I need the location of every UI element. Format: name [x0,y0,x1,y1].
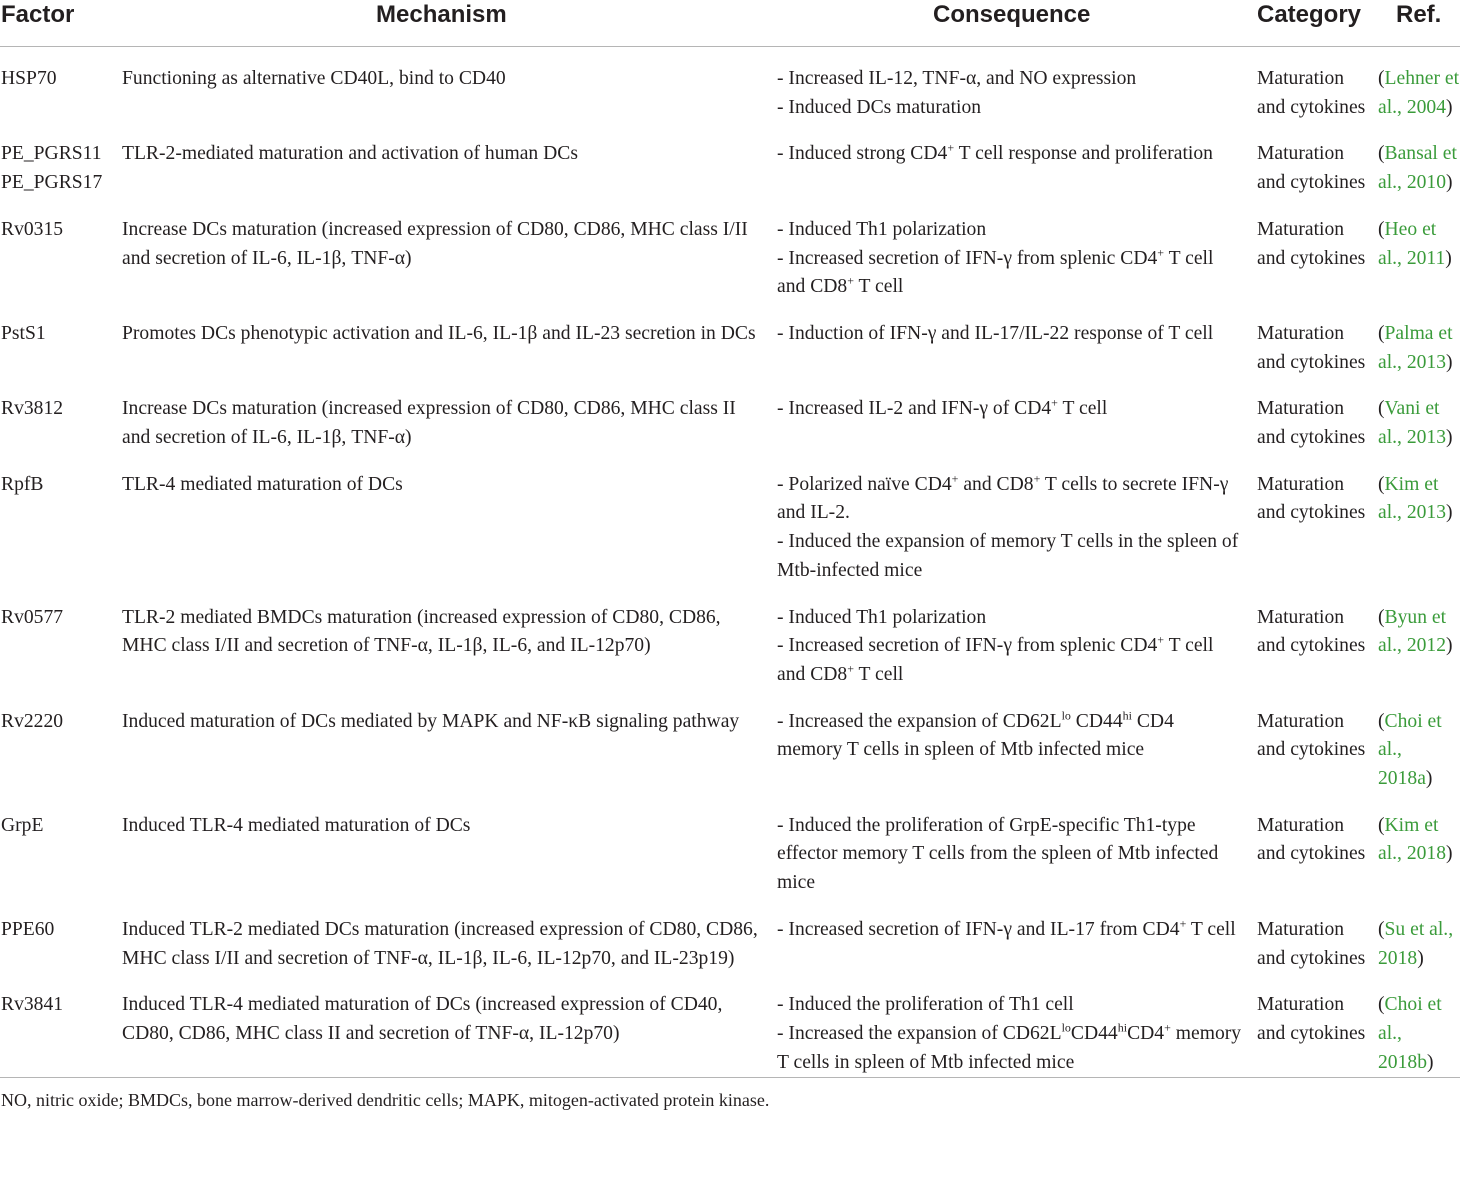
factor-name: Rv3841 [1,994,64,1016]
cell-consequence [777,794,1257,898]
open-paren: ( [1378,473,1385,495]
cell-mechanism: Induced TLR-4 mediated maturation of DCs (increased expression of CD40, CD80, CD86, MHC class II and secretion of TNF-α, IL-12p70) [122,994,723,1044]
close-paren: ) [1446,96,1453,118]
superscript: + [847,273,854,288]
close-paren: ) [1446,427,1453,449]
table-row [0,47,1460,123]
cell-ref [1378,302,1460,377]
factor-name: PPE60 [1,918,55,940]
consequence-item: - Induced the expansion of memory T cells in the spleen of Mtb-infected mice [777,531,1239,581]
factor-name: PE_PGRS17 [1,172,103,194]
factor-name: HSP70 [1,68,57,89]
cell-ref [1378,47,1460,123]
open-paren: ( [1378,710,1385,732]
table-row [0,302,1460,377]
table-row [0,377,1460,452]
header-consequence: Consequence [777,0,1257,47]
cell-consequence [777,198,1257,302]
table-row [0,898,1460,973]
consequence-item: - Increased secretion of IFN-γ from splenic CD4+ T cell and CD8+ T cell [777,244,1214,298]
open-paren: ( [1378,143,1385,165]
table-row [0,122,1460,197]
cell-factor [0,198,122,302]
cell-mechanism: Induced TLR-2 mediated DCs maturation (increased expression of CD80, CD86, MHC class I/II and secretion of TNF-α, IL-1β, IL-6, IL-12p70, and IL-23p19) [122,918,758,969]
cell-consequence [777,453,1257,586]
cell-factor [0,122,122,197]
consequence-item: - Increased secretion of IFN-γ from splenic CD4+ T cell and CD8+ T cell [777,632,1214,685]
superscript: lo [1061,708,1071,723]
open-paren: ( [1378,322,1385,344]
cell-factor [0,453,122,586]
cell-category: Maturation and cytokines [1257,143,1366,194]
cell-ref [1378,586,1460,690]
cell-ref [1378,794,1460,898]
close-paren: ) [1446,502,1453,524]
consequence-item: - Polarized naïve CD4+ and CD8+ T cells to secrete IFN-γ and IL-2. [777,471,1229,524]
table-row [0,586,1460,690]
superscript: + [1051,395,1058,410]
cell-factor [0,586,122,690]
close-paren: ) [1425,768,1433,790]
consequence-item: - Induced the proliferation of Th1 cell [777,994,1074,1016]
reference-link[interactable]: Choi et al., 2018b [1378,994,1442,1073]
cell-mechanism: Increase DCs maturation (increased expression of CD80, CD86, MHC class II and secretion of IL-6, IL-1β, TNF-α) [122,398,736,449]
superscript: + [1164,1020,1171,1035]
consequence-item: - Induced strong CD4+ T cell response and proliferation [777,140,1213,165]
open-paren: ( [1378,68,1385,89]
reference-link[interactable]: Kim et al., 2018 [1378,814,1447,865]
reference-link[interactable]: Lehner et al., 2004 [1378,68,1460,118]
factor-name: Rv0577 [1,606,64,628]
consequence-item: - Induction of IFN-γ and IL-17/IL-22 response of T cell [777,322,1214,344]
cell-mechanism: Induced TLR-4 mediated maturation of DCs [122,814,471,836]
superscript: + [1157,632,1165,647]
cell-category: Maturation and cytokines [1257,918,1366,969]
table-body [0,47,1460,1078]
open-paren: ( [1378,218,1385,240]
table-row [0,794,1460,898]
cell-mechanism: TLR-4 mediated maturation of DCs [122,473,403,495]
cell-mechanism: Increase DCs maturation (increased expression of CD80, CD86, MHC class I/II and secretion of IL-6, IL-1β, TNF-α) [122,218,748,269]
cell-consequence [777,690,1257,794]
reference-link[interactable]: Choi et al., 2018a [1378,710,1442,790]
cell-category: Maturation and cytokines [1257,473,1366,524]
cell-category: Maturation and cytokines [1257,398,1366,449]
superscript: lo [1061,1020,1071,1035]
superscript: hi [1122,708,1132,723]
cell-category: Maturation and cytokines [1257,710,1366,761]
cell-category: Maturation and cytokines [1257,68,1366,118]
close-paren: ) [1446,172,1453,194]
factor-name: Rv2220 [1,710,64,732]
table-row [0,690,1460,794]
cell-ref [1378,122,1460,197]
cell-category: Maturation and cytokines [1257,994,1366,1044]
cell-factor [0,794,122,898]
factor-name: Rv0315 [1,218,64,240]
cell-factor [0,690,122,794]
factor-name: Rv3812 [1,398,64,420]
cell-factor [0,973,122,1077]
cell-consequence [777,973,1257,1077]
reference-link[interactable]: Su et al., 2018 [1378,918,1454,969]
cell-factor [0,302,122,377]
reference-link[interactable]: Palma et al., 2013 [1378,322,1453,373]
header-category: Category [1257,0,1378,47]
cell-category: Maturation and cytokines [1257,218,1366,269]
table-row [0,198,1460,302]
close-paren: ) [1417,947,1424,969]
factor-name: PstS1 [1,322,46,344]
superscript: + [951,471,959,486]
reference-link[interactable]: Heo et al., 2011 [1378,218,1446,269]
consequence-item: - Increased the expansion of $CD62L^{lo}$ $CD44^{hi}$ CD4 memory T cells in spleen of Mtb infected mice [777,708,1174,761]
cell-mechanism: TLR-2-mediated maturation and activation of human DCs [122,143,578,165]
open-paren: ( [1378,918,1385,940]
superscript: + [1179,916,1187,931]
factor-name: PE_PGRS11 [1,143,102,165]
open-paren: ( [1378,606,1385,628]
open-paren: ( [1378,398,1385,420]
cell-ref [1378,453,1460,586]
close-paren: ) [1446,843,1453,865]
superscript: + [1157,244,1165,259]
consequence-item: - Increased secretion of IFN-γ and IL-17 from CD4+ T cell [777,916,1236,940]
superscript: + [1033,471,1041,486]
superscript: + [947,140,955,155]
superscript: + [847,661,854,676]
cell-factor [0,898,122,973]
cell-consequence [777,586,1257,690]
consequence-item: - Induced Th1 polarization [777,218,987,240]
factor-name: RpfB [1,473,44,495]
cell-consequence [777,302,1257,377]
cell-consequence [777,898,1257,973]
cell-mechanism: Induced maturation of DCs mediated by MAPK and NF-κB signaling pathway [122,710,740,732]
cell-category: Maturation and cytokines [1257,814,1366,865]
footnote: NO, nitric oxide; BMDCs, bone marrow-derived dendritic cells; MAPK, mitogen-activated protein kinase. [1,1090,770,1111]
consequence-item: - Induced the proliferation of GrpE-specific Th1-type effector memory T cells from the spleen of Mtb infected mice [777,814,1219,894]
header-factor: Factor [0,0,122,47]
cell-factor [0,377,122,452]
consequence-item: - Increased IL-2 and IFN-γ of CD4+ T cell [777,395,1108,420]
cell-consequence [777,377,1257,452]
close-paren: ) [1426,1051,1434,1073]
cell-mechanism: Promotes DCs phenotypic activation and IL-6, IL-1β and IL-23 secretion in DCs [122,322,756,344]
header-ref: Ref. [1378,0,1460,47]
cell-consequence [777,122,1257,197]
cell-ref [1378,198,1460,302]
table-row [0,973,1460,1077]
consequence-item: - Induced Th1 polarization [777,606,987,628]
reference-link[interactable]: Kim et al., 2013 [1378,473,1447,524]
consequence-item: - Increased the expansion of $CD62L^{lo}CD44^{hi}CD4^+$ memory T cells in spleen of Mtb infected mice [777,1020,1242,1073]
factor-name: GrpE [1,814,44,836]
header-row [0,0,1460,47]
open-paren: ( [1378,814,1385,836]
cell-ref [1378,898,1460,973]
reference-link[interactable]: Bansal et al., 2010 [1378,143,1457,194]
close-paren: ) [1446,351,1453,373]
cell-category: Maturation and cytokines [1257,322,1366,373]
superscript: hi [1117,1020,1128,1035]
cell-category: Maturation and cytokines [1257,606,1366,657]
close-paren: ) [1445,247,1452,269]
consequence-item: - Induced DCs maturation [777,96,982,118]
cell-ref [1378,377,1460,452]
reference-link[interactable]: Byun et al., 2012 [1378,606,1447,657]
open-paren: ( [1378,994,1385,1016]
header-mechanism: Mechanism [122,0,777,47]
consequence-item: - Increased IL-12, TNF-α, and NO expression [777,68,1137,89]
cell-mechanism: Functioning as alternative CD40L, bind to CD40 [122,68,506,89]
reference-link[interactable]: Vani et al., 2013 [1378,398,1447,449]
table-header [0,0,1460,47]
table-row [0,453,1460,586]
cell-factor [0,47,122,123]
cell-consequence [777,47,1257,123]
cell-mechanism: TLR-2 mediated BMDCs maturation (increased expression of CD80, CD86, MHC class I/II and secretion of TNF-α, IL-1β, IL-6, and IL-12p70) [122,606,721,657]
close-paren: ) [1446,635,1453,657]
cell-ref [1378,690,1460,794]
cell-ref [1378,973,1460,1077]
